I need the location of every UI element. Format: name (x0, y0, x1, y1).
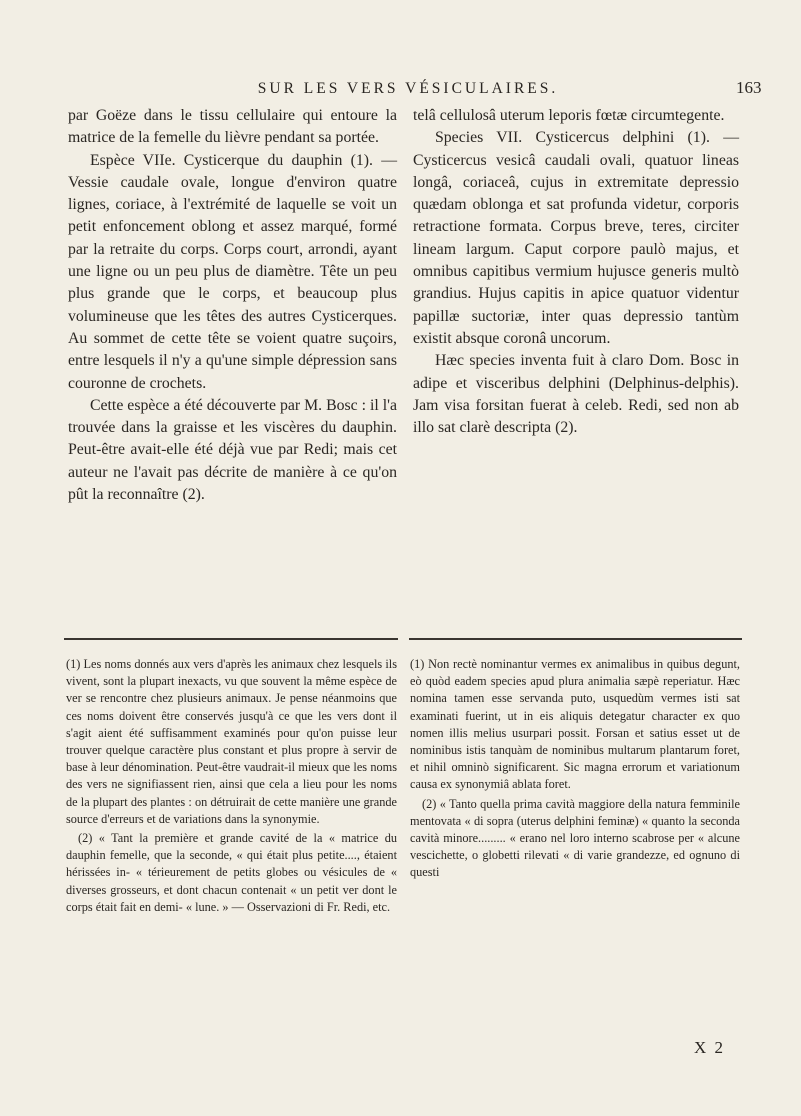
paragraph: par Goëze dans le tissu cellulaire qui entoure la matrice de la femelle du lièvre pendant sa portée. (68, 107, 397, 147)
paragraph: Cette espèce a été découverte par M. Bosc : il l'a trouvée dans la graisse et les viscères du dauphin. Peut-être avait-elle été déjà vue par Redi; mais cet auteur ne l'avait pas décrite de manière à ce qu'on pût la reconnaître (2). (68, 396, 397, 504)
left-column-french (68, 105, 397, 506)
paragraph: telâ cellulosâ uterum leporis fœtæ circumtegente. (413, 107, 725, 124)
footnote: (1) Non rectè nominantur vermes ex animalibus in quibus degunt, eò quòd eadem species apud plura animalia sæpè reperiatur. Hæc nomina tamen esse servanda puto, usquedùm vermes isti sat examinati fuerint, ut in eis aliquis detegatur character ex quo nomen illis melius usurpari possit. Forsan et satius esset ut de nominibus istis tanquàm de nominibus multarum plantarum foret, et nihil omninò significarent. Sic magna errorum et variationum causa ex synonymiâ ablata foret. (410, 657, 740, 792)
paragraph: Species VII. Cysticercus delphini (1). — Cysticercus vesicâ caudali ovali, quatuor lineas longâ, coriaceâ, cujus in extremitate depressio quædam oblonga et sat profunda videtur, corporis retractione formata. Corpus breve, teres, circiter lineam largum. Caput corpore paulò majus, et omnibus capitibus vermium hujusce generis multò grandius. Hujus capitis in apice quatuor videntur papillæ suctoriæ, inter quas depressio tantùm existit absque coronâ uncorum. (413, 129, 739, 347)
paragraph: Hæc species inventa fuit à claro Dom. Bosc in adipe et visceribus delphini (Delphinus-delphis). Jam visa forsitan fuerat à celeb. Redi, sed non ab illo sat clarè descripta (2). (413, 352, 739, 437)
footnote-divider-left (64, 638, 398, 640)
paragraph: Espèce VIIe. Cysticerque du dauphin (1). — Vessie caudale ovale, longue d'environ quatre lignes, coriace, à l'extrémité de laquelle se voit un petit enfoncement oblong et assez marqué, formé par la retraite du corps. Corps court, arrondi, ayant une ligne ou un peu plus de diamètre. Tête un peu plus grande que le corps, et beaucoup plus volumineuse que les têtes des autres Cysticerques. Au sommet de cette tête se voient quatre suçoirs, entre lesquels il n'y a qu'une simple dépression sans couronne de crochets. (68, 151, 397, 392)
footnote-divider-right (409, 638, 742, 640)
footnote: (2) « Tant la première et grande cavité de la « matrice du dauphin femelle, que la seconde, « qui était plus petite...., étaient hérissées in- « térieurement de petits globes ou vésicules de « diverses grosseurs, et dont chacun contenait « un petit ver dont le corps était fait en demi- « lune. » — Osservazioni di Fr. Redi, etc. (66, 831, 397, 914)
running-title: SUR LES VERS VÉSICULAIRES. (257, 80, 559, 97)
footnote: (1) Les noms donnés aux vers d'après les animaux chez lesquels ils vivent, sont la plupart inexacts, vu que souvent la même espèce de ver se rencontre chez plusieurs animaux. Je pense néanmoins que ces noms doivent être conservés jusqu'à ce que les vers dont il s'agit aient été suffisamment examinés pour qu'on puisse leur trouver quelque caractère plus constant et plus propre à servir de base à leur dénomination. Peut-être vaudrait-il mieux que les noms des vers ne signifiassent rien, ainsi que cela a lieu pour les noms de la plupart des plantes : on détruirait de cette manière une grande source d'erreurs et de variations dans la synonymie. (66, 657, 397, 826)
footnotes-left (66, 656, 397, 916)
page-number: 163 (736, 78, 762, 97)
footnotes-right (410, 656, 740, 882)
right-column-latin (413, 105, 739, 439)
footnote: (2) « Tanto quella prima cavità maggiore della natura femminile mentovata « di sopra (uterus delphini feminæ) « quanto la seconda cavità minore......... « erano nel loro interno scabrose per « alcune vescichette, o globetti rilevati « di varie grandezze, ed ognuno di questi (410, 796, 740, 880)
signature-mark: X 2 (694, 1038, 726, 1057)
